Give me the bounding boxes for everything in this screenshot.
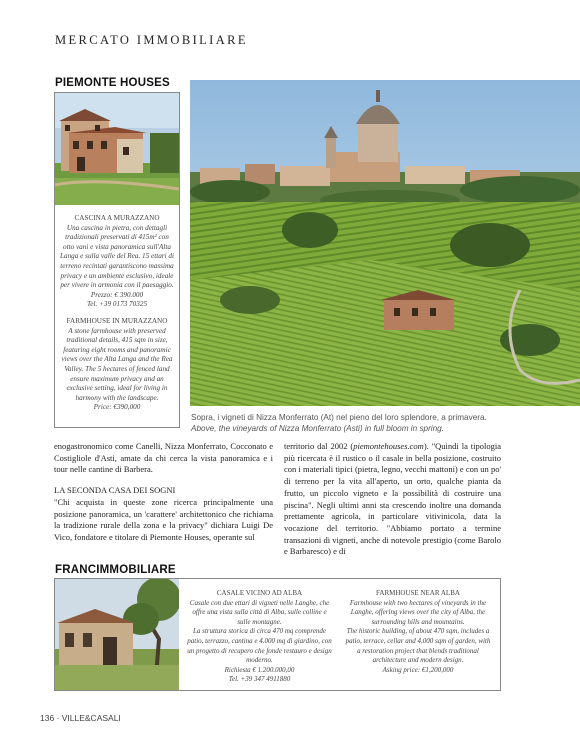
francimmobiliare-listing-box (54, 578, 501, 691)
listing-title-en: FARMHOUSE IN MURAZZANO (66, 316, 168, 325)
casale-title-it: CASALE VICINO AD ALBA (216, 589, 303, 597)
casale-photo (55, 579, 179, 690)
listing-tel-it: Tel. +39 0173 70325 (86, 300, 148, 309)
article-subheading: LA SECONDA CASA DEI SOGNI (54, 485, 176, 496)
casale-title-en: FARMHOUSE NEAR ALBA (376, 589, 460, 597)
casale-tel-it: Tel. +39 347 4911880 (228, 675, 291, 684)
casale-desc-it-1: Casale con due ettari di vigneti nelle Langhe, che offre una vista sulla città di Alba, sulle colline e sulle montagne. (189, 598, 330, 626)
casale-price-it: Richiesta € 1.200.000,00 (224, 665, 295, 674)
article-column-2 (284, 441, 501, 558)
casale-price-en: Asking price: €1,200,000 (382, 665, 454, 674)
casale-en-text (343, 589, 493, 675)
piemonte-houses-title: PIEMONTE HOUSES (55, 77, 170, 89)
listing-desc-en: A stone farmhouse with preserved traditional details, 415 sqm in size, featuring eight rooms and panoramic views over the Alta Langa and the Rea Valley. The 5 hectares of fenced land ensure maximum privacy and an exclusive setting, ideal for living in harmony with the landscape. (61, 326, 173, 402)
article-paragraph: "Chi acquista in queste zone ricerca principalmente una posizione panoramica, un 'carattere' architettonico che richiama la tradizione rurale della zona e la privacy" dichiara Luigi De Vico, fondatore e titolare di Piemonte Houses, operante sul (54, 496, 273, 542)
photo-caption-it: Sopra, i vigneti di Nizza Monferrato (At) nel pieno del loro splendore, a primavera. (191, 413, 487, 422)
listing-title-it: CASCINA A MURAZZANO (74, 214, 160, 222)
page-footer: 136 · VILLE&CASALI (40, 713, 121, 723)
article-column-1 (54, 441, 273, 544)
listing-price-en: Price: €390,000 (93, 403, 141, 412)
piemonte-listing-box (54, 92, 180, 428)
section-header: MERCATO IMMOBILIARE (55, 33, 248, 47)
article-text: territorio dal 2002 ( (284, 441, 354, 451)
photo-caption-en: Above, the vineyards of Nizza Monferrato (Asti) in full bloom in spring. (191, 424, 445, 433)
casale-it-text (187, 589, 332, 685)
listing-price-it: Prezzo: € 390.000 (90, 290, 144, 299)
farmhouse-photo (55, 93, 179, 205)
article-text: ). "Quindi la tipologia più ricercata è il rustico o il casale in bella posizione, costruito con i materiali tipici (pietra, legno, vecchi mattoni) e con un po' di terreno per la vita all'aperto, un orto, qualche pianta da frutto, un piccolo vigneto e la possibilità di costruire una piscina". Negli ultimi anni sta crescendo inoltre una domanda prettamente agricola, in particolare vitivinicola, data la vocazione del territorio. "Abbiamo portato a termine transazioni di vigneti, anche di notevole prestigio (come Barolo e Barbaresco) e di (284, 441, 501, 557)
website-link[interactable]: piemontehouses.com (353, 441, 424, 451)
listing-desc-it: Una cascina in pietra, con dettagli tradizionali preservati di 415m² con otto vani e vista panoramica sull'Alta Langa e sulla valle del Rea. 15 ettari di terreno recintati garantiscono massima privacy e un ambiente esclusivo, ideale per vivere in armonia con il paesaggio. (60, 223, 174, 290)
article-paragraph: enogastronomico come Canelli, Nizza Monferrato, Cocconato e Costigliole d'Asti, amate da chi cerca la vista panoramica e i tour nelle cantine di Barbera. (54, 441, 273, 475)
francimmobiliare-title: FRANCIMMOBILIARE (55, 564, 176, 576)
casale-desc-it-2: La struttura storica di circa 470 mq comprende patio, terrazzo, cantina e 4.000 mq di giardino, con un progetto di recupero che fonde restauro e design moderno. (187, 627, 332, 665)
vineyard-photo (190, 80, 580, 406)
casale-desc-en-1: Farmhouse with two hectares of vineyards in the Langhe, offering views over the city of Alba, the surrounding hills and mountains. (349, 598, 487, 626)
casale-desc-en-2: The historic building, of about 470 sqm, includes a patio, terrace, cellar and 4,000 sqm of garden, with a restoration project that blends traditional architecture and modern design. (345, 627, 491, 665)
